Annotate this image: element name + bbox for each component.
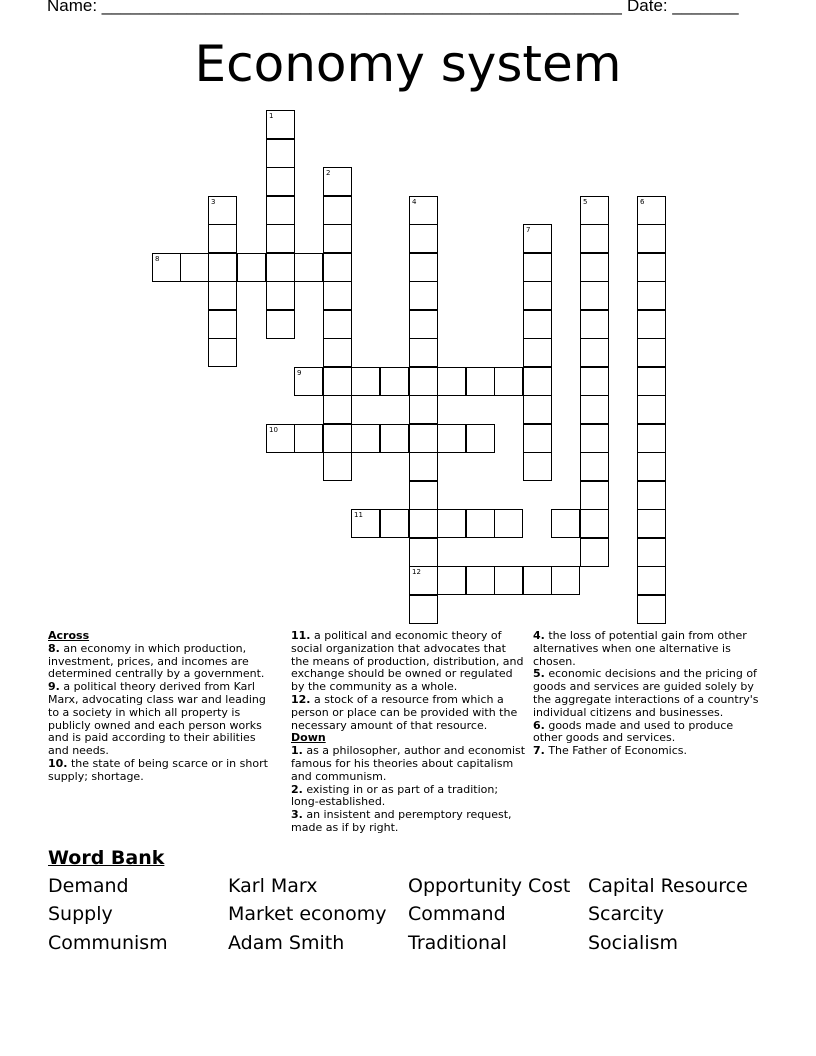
clue-item bbox=[291, 809, 527, 835]
word-bank-item: Adam Smith bbox=[228, 932, 345, 954]
date-field: Date: _______ bbox=[627, 0, 739, 15]
word-bank-item: Command bbox=[408, 903, 506, 925]
crossword-cell[interactable] bbox=[323, 281, 352, 310]
crossword-cell[interactable] bbox=[637, 509, 666, 538]
crossword-cell[interactable] bbox=[637, 395, 666, 424]
clue-item bbox=[291, 694, 527, 732]
clues-column-3 bbox=[533, 630, 763, 758]
clue-text: economic decisions and the pricing of goods and services are guided solely by the aggregate interactions of a country's individual citizens and businesses. bbox=[533, 667, 759, 719]
crossword-cell[interactable] bbox=[294, 367, 323, 396]
word-bank-title: Word Bank bbox=[48, 847, 165, 869]
clue-text: as a philosopher, author and economist famous for his theories about capitalism and communism. bbox=[291, 744, 526, 783]
clue-number: 10. bbox=[48, 756, 68, 770]
across-clues-list bbox=[48, 643, 278, 784]
crossword-cell[interactable] bbox=[409, 595, 438, 624]
crossword-cell[interactable] bbox=[637, 196, 666, 225]
clue-number: 9 bbox=[297, 369, 302, 377]
clue-text: The Father of Economics. bbox=[544, 744, 688, 758]
clue-number: 2. bbox=[291, 782, 303, 796]
crossword-cell[interactable] bbox=[637, 281, 666, 310]
clues-column-1 bbox=[48, 630, 278, 784]
crossword-cell[interactable] bbox=[409, 566, 438, 595]
crossword-cell[interactable] bbox=[637, 424, 666, 453]
clue-number: 11 bbox=[354, 511, 363, 519]
crossword-cell[interactable] bbox=[637, 452, 666, 481]
word-bank-item: Traditional bbox=[408, 932, 507, 954]
crossword-cell[interactable] bbox=[580, 452, 609, 481]
crossword-cell[interactable] bbox=[580, 253, 609, 282]
crossword-cell[interactable] bbox=[266, 196, 295, 225]
clue-number: 10 bbox=[269, 426, 278, 434]
clue-number: 1. bbox=[291, 744, 303, 758]
crossword-cell[interactable] bbox=[437, 566, 466, 595]
crossword-cell[interactable] bbox=[323, 167, 352, 196]
crossword-cell[interactable] bbox=[523, 224, 552, 253]
crossword-cell[interactable] bbox=[323, 253, 352, 282]
clue-number: 1 bbox=[269, 112, 274, 120]
page-title: Economy system bbox=[194, 35, 622, 93]
crossword-cell[interactable] bbox=[266, 281, 295, 310]
crossword-cell[interactable] bbox=[266, 424, 295, 453]
across-clues-list-continued bbox=[291, 630, 527, 732]
clue-number: 5. bbox=[533, 667, 545, 681]
crossword-cell[interactable] bbox=[637, 595, 666, 624]
crossword-cell[interactable] bbox=[380, 367, 409, 396]
crossword-cell[interactable] bbox=[323, 424, 352, 453]
crossword-cell[interactable] bbox=[409, 424, 438, 453]
clue-number: 11. bbox=[291, 629, 311, 642]
clues-column-2 bbox=[291, 630, 527, 835]
crossword-cell[interactable] bbox=[466, 424, 495, 453]
clue-item bbox=[291, 630, 527, 694]
crossword-cell[interactable] bbox=[580, 338, 609, 367]
crossword-cell[interactable] bbox=[409, 395, 438, 424]
clue-number: 7. bbox=[533, 744, 545, 758]
crossword-cell[interactable] bbox=[208, 253, 237, 282]
crossword-cell[interactable] bbox=[551, 509, 580, 538]
word-bank-item: Scarcity bbox=[588, 903, 664, 925]
crossword-cell[interactable] bbox=[523, 566, 552, 595]
clue-text: the loss of potential gain from other alternatives when one alternative is chosen. bbox=[533, 629, 747, 668]
crossword-cell[interactable] bbox=[237, 253, 266, 282]
clue-text: goods made and used to produce other goods and services. bbox=[533, 718, 734, 745]
clue-item bbox=[291, 745, 527, 783]
crossword-cell[interactable] bbox=[266, 310, 295, 339]
crossword-cell[interactable] bbox=[637, 367, 666, 396]
clue-number: 4 bbox=[412, 198, 417, 206]
crossword-cell[interactable] bbox=[523, 281, 552, 310]
clue-number: 3. bbox=[291, 808, 303, 822]
crossword-cell[interactable] bbox=[580, 196, 609, 225]
crossword-cell[interactable] bbox=[409, 338, 438, 367]
crossword-cell[interactable] bbox=[409, 509, 438, 538]
clue-item bbox=[48, 643, 278, 681]
clue-text: a political and economic theory of social organization that advocates that the means of production, distribution, and exchange should be owned or regulated by the community as a whole. bbox=[291, 629, 524, 694]
crossword-cell[interactable] bbox=[351, 509, 380, 538]
crossword-cell[interactable] bbox=[494, 509, 523, 538]
crossword-cell[interactable] bbox=[266, 167, 295, 196]
crossword-cell[interactable] bbox=[494, 566, 523, 595]
clue-item bbox=[533, 720, 763, 746]
clue-item bbox=[48, 758, 278, 784]
crossword-cell[interactable] bbox=[637, 338, 666, 367]
crossword-cell[interactable] bbox=[409, 196, 438, 225]
clue-text: an economy in which production, investment, prices, and incomes are determined centrally by a government. bbox=[48, 641, 265, 681]
down-clues-list bbox=[291, 745, 527, 835]
clue-number: 6 bbox=[640, 198, 645, 206]
word-bank-item: Demand bbox=[48, 875, 129, 897]
crossword-cell[interactable] bbox=[523, 338, 552, 367]
crossword-cell[interactable] bbox=[208, 224, 237, 253]
crossword-cell[interactable] bbox=[294, 424, 323, 453]
clue-number: 5 bbox=[583, 198, 588, 206]
crossword-cell[interactable] bbox=[523, 424, 552, 453]
crossword-cell[interactable] bbox=[351, 424, 380, 453]
crossword-cell[interactable] bbox=[466, 566, 495, 595]
crossword-cell[interactable] bbox=[437, 424, 466, 453]
clue-number: 7 bbox=[526, 226, 531, 234]
clue-text: a political theory derived from Karl Marx, advocating class war and leading to a society in which all property is publicly owned and each person works and is paid according to their abilities and needs. bbox=[48, 680, 266, 758]
crossword-cell[interactable] bbox=[580, 224, 609, 253]
crossword-cell[interactable] bbox=[208, 196, 237, 225]
crossword-cell[interactable] bbox=[323, 224, 352, 253]
clue-item bbox=[533, 745, 763, 758]
crossword-cell[interactable] bbox=[466, 509, 495, 538]
crossword-cell[interactable] bbox=[323, 338, 352, 367]
crossword-cell[interactable] bbox=[208, 310, 237, 339]
clue-item bbox=[533, 668, 763, 719]
crossword-cell[interactable] bbox=[266, 110, 295, 139]
crossword-cell[interactable] bbox=[409, 281, 438, 310]
crossword-cell[interactable] bbox=[580, 538, 609, 567]
crossword-cell[interactable] bbox=[266, 139, 295, 168]
crossword-cell[interactable] bbox=[437, 367, 466, 396]
clue-number: 3 bbox=[211, 198, 216, 206]
clue-number: 2 bbox=[326, 169, 331, 177]
clue-number: 8 bbox=[155, 255, 160, 263]
clue-number: 6. bbox=[533, 718, 545, 732]
crossword-cell[interactable] bbox=[208, 281, 237, 310]
crossword-cell[interactable] bbox=[551, 566, 580, 595]
clue-text: a stock of a resource from which a person or place can be provided with the necessary amount of that resource. bbox=[291, 692, 518, 732]
clue-number: 4. bbox=[533, 629, 545, 642]
word-bank-item: Opportunity Cost bbox=[408, 875, 571, 897]
crossword-cell[interactable] bbox=[323, 367, 352, 396]
clue-item bbox=[291, 784, 527, 810]
crossword-cell[interactable] bbox=[523, 452, 552, 481]
crossword-cell[interactable] bbox=[323, 395, 352, 424]
crossword-cell[interactable] bbox=[380, 509, 409, 538]
crossword-cell[interactable] bbox=[409, 224, 438, 253]
clue-item bbox=[48, 681, 278, 758]
crossword-cell[interactable] bbox=[637, 538, 666, 567]
crossword-cell[interactable] bbox=[409, 367, 438, 396]
clue-text: existing in or as part of a tradition; long-established. bbox=[291, 782, 499, 809]
crossword-cell[interactable] bbox=[323, 310, 352, 339]
crossword-cell[interactable] bbox=[637, 566, 666, 595]
clue-number: 8. bbox=[48, 641, 60, 655]
crossword-cell[interactable] bbox=[523, 253, 552, 282]
crossword-cell[interactable] bbox=[580, 310, 609, 339]
across-heading: Across bbox=[48, 629, 90, 642]
crossword-cell[interactable] bbox=[637, 224, 666, 253]
crossword-cell[interactable] bbox=[466, 367, 495, 396]
clue-number: 12 bbox=[412, 568, 421, 576]
crossword-cell[interactable] bbox=[208, 338, 237, 367]
crossword-cell[interactable] bbox=[580, 281, 609, 310]
crossword-cell[interactable] bbox=[523, 395, 552, 424]
down-heading: Down bbox=[291, 731, 326, 745]
crossword-cell[interactable] bbox=[409, 253, 438, 282]
crossword-cell[interactable] bbox=[523, 310, 552, 339]
crossword-cell[interactable] bbox=[580, 395, 609, 424]
crossword-cell[interactable] bbox=[380, 424, 409, 453]
crossword-cell[interactable] bbox=[580, 424, 609, 453]
crossword-cell[interactable] bbox=[580, 367, 609, 396]
name-field: Name: _______________________________________________________ bbox=[47, 0, 622, 15]
crossword-cell[interactable] bbox=[152, 253, 181, 282]
crossword-cell[interactable] bbox=[323, 452, 352, 481]
crossword-cell[interactable] bbox=[580, 509, 609, 538]
word-bank-item: Karl Marx bbox=[228, 875, 318, 897]
down-clues-list-continued bbox=[533, 630, 763, 758]
crossword-cell[interactable] bbox=[409, 452, 438, 481]
crossword-cell[interactable] bbox=[323, 196, 352, 225]
word-bank-item: Supply bbox=[48, 903, 113, 925]
clue-text: an insistent and peremptory request, made as if by right. bbox=[291, 808, 512, 834]
word-bank-item: Capital Resource bbox=[588, 875, 748, 897]
word-bank-item: Socialism bbox=[588, 932, 679, 954]
crossword-cell[interactable] bbox=[409, 310, 438, 339]
crossword-cell[interactable] bbox=[266, 224, 295, 253]
crossword-cell[interactable] bbox=[180, 253, 209, 282]
clue-number: 9. bbox=[48, 680, 60, 694]
word-bank-item: Market economy bbox=[228, 903, 387, 925]
crossword-cell[interactable] bbox=[437, 509, 466, 538]
crossword-cell[interactable] bbox=[580, 481, 609, 510]
crossword-cell[interactable] bbox=[351, 367, 380, 396]
crossword-cell[interactable] bbox=[409, 538, 438, 567]
crossword-cell[interactable] bbox=[523, 367, 552, 396]
crossword-cell[interactable] bbox=[637, 481, 666, 510]
crossword-cell[interactable] bbox=[637, 253, 666, 282]
clue-item bbox=[533, 630, 763, 668]
crossword-cell[interactable] bbox=[266, 253, 295, 282]
crossword-cell[interactable] bbox=[294, 253, 323, 282]
crossword-cell[interactable] bbox=[637, 310, 666, 339]
clue-text: the state of being scarce or in short supply; shortage. bbox=[48, 756, 268, 783]
clue-number: 12. bbox=[291, 692, 311, 706]
word-bank-item: Communism bbox=[48, 932, 168, 954]
crossword-cell[interactable] bbox=[409, 481, 438, 510]
crossword-cell[interactable] bbox=[494, 367, 523, 396]
